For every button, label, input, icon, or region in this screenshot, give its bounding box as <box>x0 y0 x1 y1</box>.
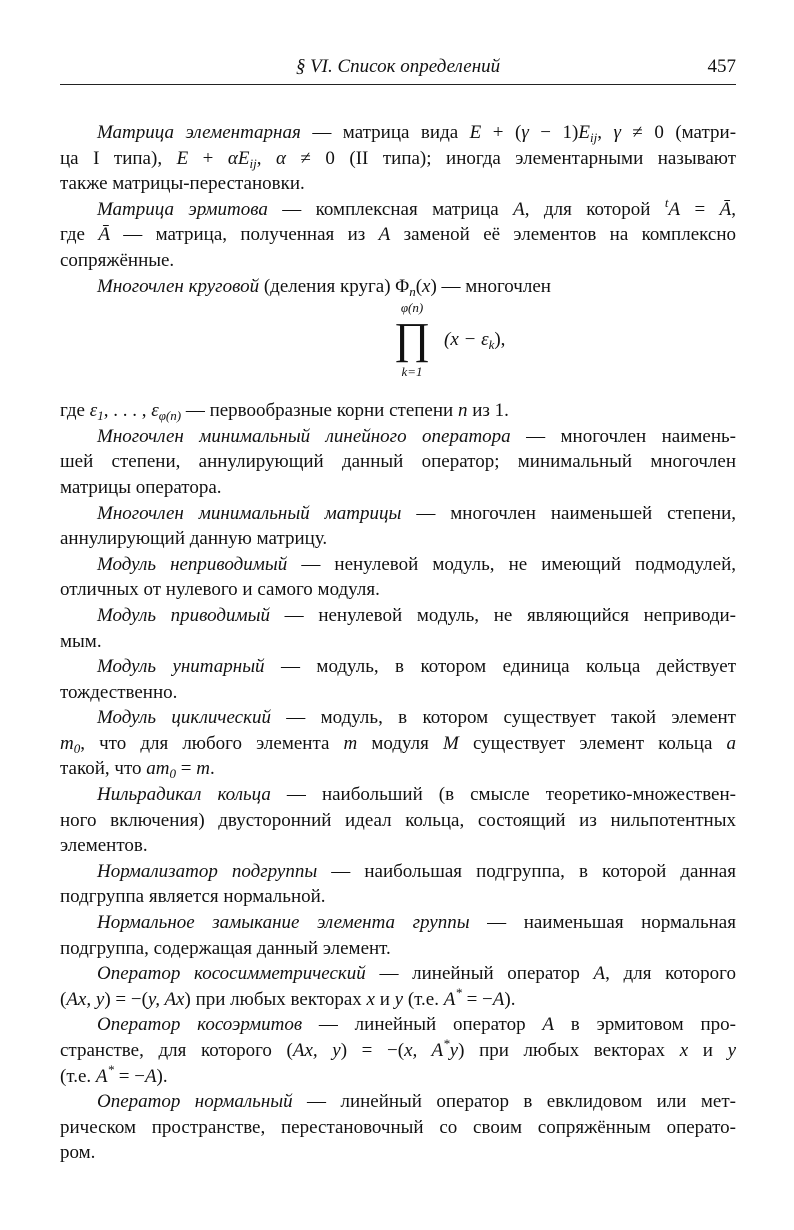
text: = − <box>114 1065 145 1087</box>
text: ). <box>504 988 516 1010</box>
text-line <box>60 1115 736 1141</box>
math: y <box>394 988 404 1010</box>
text: — матрица, полученная из <box>109 224 379 246</box>
text-line <box>60 756 736 782</box>
text-line <box>60 680 736 706</box>
text: ца I типа), <box>60 147 177 169</box>
math: m <box>196 758 210 780</box>
math: y <box>449 1040 459 1061</box>
math: ), <box>494 329 506 351</box>
definition-paragraph <box>60 1012 736 1089</box>
text-line <box>60 859 736 885</box>
math: (x − ε <box>444 329 489 351</box>
defined-term: Матрица элементарная <box>97 122 301 143</box>
text-line <box>60 984 736 1013</box>
math: ε <box>151 400 159 422</box>
math: Ā <box>98 224 110 246</box>
text: — линейный оператор <box>302 1014 543 1036</box>
text-line <box>60 936 736 962</box>
math: * <box>443 1036 450 1051</box>
math: 0 <box>73 740 81 756</box>
text: ≠ 0 (II типа); иногда элементарными называют <box>285 147 737 169</box>
text: — наименьшая нормальная <box>469 912 736 934</box>
defined-term: Многочлен минимальный матрицы <box>97 502 402 524</box>
math: ij <box>589 130 598 145</box>
math: A <box>542 1014 554 1036</box>
text: ного включения) двусторонний идеал кольца, состоящий из нильпотентных <box>60 809 736 831</box>
text: = − <box>461 988 493 1010</box>
text: — многочлен наимень- <box>510 425 736 447</box>
text-line <box>60 1061 736 1090</box>
text: ( <box>60 988 67 1010</box>
definition-paragraph <box>60 274 736 300</box>
math: E <box>176 147 189 169</box>
text-line <box>60 398 736 424</box>
text: ) — многочлен <box>430 275 551 297</box>
text: из 1. <box>467 400 509 422</box>
text: подгруппа, содержащая данный элемент. <box>60 937 391 959</box>
math: γ <box>521 122 529 143</box>
text-line <box>60 961 736 987</box>
upper-limit: φ(n) <box>400 300 424 316</box>
text: — наибольший (в смысле теоретико-множествен- <box>270 784 736 806</box>
text: (деления круга) Φ <box>259 275 410 297</box>
text-line <box>60 1038 736 1064</box>
math: 1 <box>97 408 104 424</box>
definition-paragraph <box>60 424 736 501</box>
defined-term: Модуль унитарный <box>97 656 265 678</box>
text-line <box>60 910 736 936</box>
math: Ā <box>719 198 732 220</box>
text: (т.е. <box>60 1065 96 1087</box>
math: t <box>664 194 669 210</box>
text: , <box>597 122 614 143</box>
text: рическом пространстве, перестановочный со своим сопряжённым операто- <box>60 1116 736 1138</box>
text: элементов. <box>60 835 148 857</box>
text-line <box>60 782 736 808</box>
math: 0 <box>169 766 176 782</box>
text-line <box>60 1089 736 1115</box>
math: ij <box>249 155 257 171</box>
text: , <box>256 147 276 169</box>
defined-term: Нормальное замыкание элемента группы <box>97 912 470 934</box>
math: ε <box>89 400 98 422</box>
defined-term: Оператор косоэрмитов <box>97 1014 303 1036</box>
text: — линейный оператор в евклидовом или мет- <box>292 1091 736 1113</box>
math: A <box>378 224 391 246</box>
text-line <box>60 146 736 172</box>
text: матрицы оператора. <box>60 476 222 498</box>
math: A <box>593 963 606 985</box>
definition-paragraph <box>60 961 736 1012</box>
text: , что для любого элемента <box>80 732 344 754</box>
text-line <box>60 274 736 300</box>
math: α <box>275 147 286 169</box>
text: существует элемент кольца <box>458 732 727 754</box>
text-line <box>60 603 736 629</box>
text-line <box>60 501 736 527</box>
definition-paragraph <box>60 910 736 961</box>
text: ≠ 0 (матри- <box>620 122 737 143</box>
text: — многочлен наименьшей степени, <box>401 502 736 524</box>
definition-paragraph <box>60 654 736 705</box>
text: , <box>731 198 737 220</box>
math: M <box>443 732 459 754</box>
math: Ax, y <box>292 1040 341 1061</box>
text: , для которой <box>524 198 665 220</box>
text: где <box>60 224 99 246</box>
text-line <box>60 884 736 910</box>
product-body <box>444 327 505 353</box>
product-symbol: ∏ <box>393 314 431 364</box>
math: A <box>513 198 525 220</box>
text: ( <box>415 275 423 297</box>
text: , для которого <box>605 963 736 985</box>
text: заменой её элементов на комплексно <box>390 224 736 246</box>
text: аннулирующий данную матрицу. <box>60 528 328 550</box>
text: — комплексная матрица <box>267 198 514 220</box>
text: + <box>188 147 228 169</box>
text-line <box>60 449 736 475</box>
text: шей степени, аннулирующий данный оператор; минимальный многочлен <box>60 451 736 473</box>
text-line <box>60 1012 736 1038</box>
defined-term: Модуль циклический <box>97 707 271 729</box>
page-number: 457 <box>707 56 736 77</box>
definition-paragraph <box>60 120 736 197</box>
math: x <box>679 1040 689 1061</box>
definitions-body <box>60 120 736 1166</box>
math: a <box>726 732 736 754</box>
math: k <box>488 337 495 353</box>
math: A <box>443 988 456 1010</box>
text: модуля <box>357 732 444 754</box>
defined-term: Нормализатор подгруппы <box>97 860 318 882</box>
definition-paragraph <box>60 1089 736 1166</box>
math: am <box>146 758 170 780</box>
math: x <box>366 988 375 1010</box>
text: и <box>688 1040 728 1061</box>
definition-paragraph <box>60 398 736 424</box>
text: ) = −( <box>340 1040 405 1061</box>
text: — наибольшая подгруппа, в которой данная <box>317 860 736 882</box>
text: такой, что <box>60 758 147 780</box>
math: y <box>727 1040 736 1061</box>
text-line <box>60 552 736 578</box>
text: отличных от нулевого и самого модуля. <box>60 579 380 601</box>
math: A <box>668 198 681 220</box>
text: — ненулевой модуль, не являющийся неприводи- <box>270 604 736 626</box>
text: + ( <box>481 122 522 143</box>
definition-paragraph <box>60 859 736 910</box>
defined-term: Матрица эрмитова <box>97 198 268 220</box>
text-line <box>60 475 736 501</box>
text-line <box>60 705 736 731</box>
lower-limit: k=1 <box>401 364 423 380</box>
math: m <box>60 732 74 754</box>
math: x <box>422 275 431 297</box>
text-line <box>60 654 736 680</box>
math: A <box>95 1065 108 1087</box>
text: в эрмитовом про- <box>554 1014 736 1036</box>
text: — первообразные корни степени <box>181 400 458 422</box>
math: A <box>144 1065 157 1087</box>
math: γ <box>613 122 621 143</box>
text: — ненулевой модуль, не имеющий подмодулей, <box>287 553 736 575</box>
text: ром. <box>60 1142 96 1164</box>
defined-term: Модуль приводимый <box>97 604 271 626</box>
math: n <box>457 400 468 422</box>
text-line <box>60 120 736 146</box>
math: y, Ax <box>147 988 185 1010</box>
math: Ax, y <box>66 988 105 1010</box>
text: , . . . , <box>103 400 152 422</box>
text-line <box>60 731 736 757</box>
text-line <box>60 808 736 834</box>
definition-paragraph <box>60 782 736 859</box>
running-header <box>60 54 736 85</box>
text: тождественно. <box>60 681 178 703</box>
text: и <box>374 988 395 1010</box>
defined-term: Модуль неприводимый <box>97 553 288 575</box>
text: мым. <box>60 630 102 652</box>
math: x, A <box>404 1040 444 1061</box>
math: E <box>578 122 590 143</box>
math: E <box>469 122 482 143</box>
text-line <box>60 194 737 223</box>
math: αE <box>227 147 250 169</box>
text-line <box>60 171 736 197</box>
definition-paragraph <box>60 552 736 603</box>
defined-term: Нильрадикал кольца <box>97 784 271 806</box>
running-title: § VI. Список определений <box>295 56 501 77</box>
product-formula <box>60 299 736 398</box>
definition-paragraph <box>60 194 737 274</box>
text: подгруппа является нормальной. <box>60 886 326 908</box>
text-line <box>60 629 736 655</box>
text-line <box>60 222 736 248</box>
math: n <box>409 283 416 299</box>
defined-term: Многочлен круговой <box>97 275 260 297</box>
defined-term: Оператор нормальный <box>97 1091 293 1113</box>
text: где <box>60 400 90 422</box>
text: — модуль, в котором единица кольца действует <box>264 656 736 678</box>
text: − 1) <box>528 122 579 143</box>
math: * <box>455 984 462 1000</box>
definition-paragraph <box>60 603 736 654</box>
text-line <box>60 833 736 859</box>
math: A <box>492 988 505 1010</box>
text: . <box>209 758 215 780</box>
text: (т.е. <box>403 988 444 1010</box>
defined-term: Многочлен минимальный линейного оператора <box>97 425 511 447</box>
product-operator <box>386 299 438 398</box>
text: сопряжённые. <box>60 249 175 271</box>
text: ) = −( <box>104 988 148 1010</box>
text-line <box>60 577 736 603</box>
text: — модуль, в котором существует такой элемент <box>270 707 736 729</box>
text: ) при любых векторах <box>184 988 367 1010</box>
definition-paragraph <box>60 501 736 552</box>
text: ). <box>156 1065 168 1087</box>
text: — матрица вида <box>300 122 470 143</box>
text: = <box>176 758 197 780</box>
defined-term: Оператор кососимметрический <box>97 963 366 985</box>
text: = <box>680 198 720 220</box>
text: также матрицы-перестановки. <box>60 173 305 195</box>
text-line <box>60 248 736 274</box>
text-line <box>60 526 736 552</box>
text-line <box>60 424 736 450</box>
text: ) при любых векторах <box>458 1040 680 1061</box>
text: странстве, для которого ( <box>60 1040 293 1061</box>
math: m <box>343 732 358 754</box>
text-line <box>60 1140 736 1166</box>
math: * <box>107 1061 114 1077</box>
math: φ(n) <box>158 408 182 424</box>
definition-paragraph <box>60 705 736 782</box>
text: — линейный оператор <box>365 963 594 985</box>
